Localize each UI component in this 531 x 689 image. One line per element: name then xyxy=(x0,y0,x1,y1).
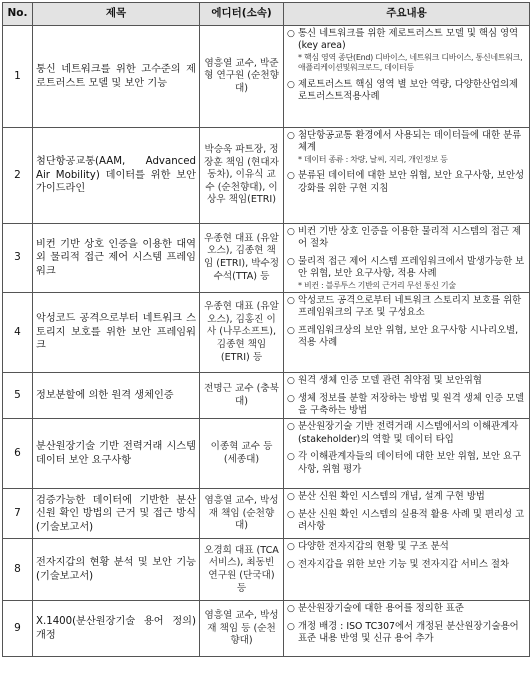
circle-bullet-icon: ○ xyxy=(287,325,295,336)
row-editor: 염흥열 교수, 박성재 책임 (순천향대) xyxy=(200,489,284,539)
row-editor: 이종혁 교수 등 (세종대) xyxy=(200,419,284,489)
circle-bullet-icon: ○ xyxy=(287,376,295,387)
header-no: No. xyxy=(3,3,33,26)
bullet-text: 분산 신원 확인 시스템의 개념, 설계 구현 방법 xyxy=(298,491,485,503)
row-editor: 박승욱 파트장, 정장훈 책임 (현대자동차), 이유식 교수 (순천향대), 이상우 책임(ETRI) xyxy=(200,128,284,224)
circle-bullet-icon: ○ xyxy=(287,560,295,571)
content-bullet xyxy=(287,375,526,388)
bullet-text: 첨단항공교통 환경에서 사용되는 데이터들에 대한 분류 체계 xyxy=(298,130,522,154)
row-content xyxy=(284,489,530,539)
content-bullet xyxy=(287,541,526,554)
row-editor: 오경희 대표 (TCA서비스), 최동빈 연구원 (단국대) 등 xyxy=(200,539,284,601)
row-number: 7 xyxy=(3,489,33,539)
circle-bullet-icon: ○ xyxy=(287,422,295,433)
content-bullet xyxy=(287,509,526,534)
row-title: X.1400(분산원장기술 용어 정의) 개정 xyxy=(33,601,200,657)
content-bullet xyxy=(287,130,526,155)
table-row xyxy=(3,539,530,601)
content-bullet xyxy=(287,603,526,616)
circle-bullet-icon: ○ xyxy=(287,452,295,463)
bullet-text: 통신 네트워크를 위한 제로트러스트 모델 및 핵심 영역(key area) xyxy=(298,28,519,52)
bullet-text: 분산원장기술에 대한 용어를 정의한 표준 xyxy=(298,603,464,615)
bullet-text: 분류된 데이터에 대한 보안 위협, 보안 요구사항, 보안성 강화를 위한 구현 지침 xyxy=(298,170,525,194)
bullet-note: * 비컨 : 블루투스 기반의 근거리 무선 통신 기술 xyxy=(298,280,456,290)
content-bullet xyxy=(287,491,526,504)
circle-bullet-icon: ○ xyxy=(287,296,295,307)
project-table xyxy=(2,2,530,657)
circle-bullet-icon: ○ xyxy=(287,604,295,615)
circle-bullet-icon: ○ xyxy=(287,171,295,182)
row-number: 4 xyxy=(3,293,33,373)
bullet-text: 제로트러스트 핵심 영역 별 보안 역량, 다양한산업의제로트러스트적용사례 xyxy=(298,78,519,102)
row-editor: 우종현 대표 (유알오스), 김홍진 이사 (나무소프트), 김종현 책임(ETRI) 등 xyxy=(200,293,284,373)
row-content xyxy=(284,419,530,489)
row-title: 분산원장기술 기반 전력거래 시스템 데이터 보안 요구사항 xyxy=(33,419,200,489)
table-row xyxy=(3,128,530,224)
bullet-text: 물리적 접근 제어 시스템 프레임워크에서 발생가능한 보안 위협, 보안 요구사항, 적용 사례 xyxy=(298,255,525,280)
content-bullet xyxy=(287,559,526,572)
row-number: 9 xyxy=(3,601,33,657)
circle-bullet-icon: ○ xyxy=(287,622,295,633)
circle-bullet-icon: ○ xyxy=(287,542,295,553)
table-row xyxy=(3,26,530,128)
bullet-text: 각 이해관계자들의 데이터에 대한 보안 위협, 보안 요구사항, 위협 평가 xyxy=(298,451,522,475)
table-row xyxy=(3,419,530,489)
row-content xyxy=(284,26,530,128)
row-editor: 염흥열 교수, 박준형 연구원 (순천향대) xyxy=(200,26,284,128)
bullet-text: 분산 신원 확인 시스템의 실용적 활용 사례 및 편리성 고려사항 xyxy=(298,509,525,533)
circle-bullet-icon: ○ xyxy=(287,227,295,237)
content-bullet xyxy=(287,226,526,251)
row-title: 첨단항공교통(AAM, Advanced Air Mobility) 데이터를 위한 보안 가이드라인 xyxy=(33,128,200,224)
circle-bullet-icon: ○ xyxy=(287,256,295,267)
row-title: 비컨 기반 상호 인증을 이용한 대역 외 물리적 접근 제어 시스템 프레임워크 xyxy=(33,224,200,293)
bullet-note: * 데이터 종류 : 차량, 날씨, 지리, 개인정보 등 xyxy=(298,154,448,164)
row-number: 2 xyxy=(3,128,33,224)
row-title: 검증가능한 데이터에 기반한 분산 신원 확인 방법의 근거 및 접근 방식(기술보고서) xyxy=(33,489,200,539)
bullet-note: * 핵심 영역 종단(End) 디바이스, 네트워크 디바이스, 통신네트워크, 애플리케이션및워크로드, 데이터등 xyxy=(298,52,523,73)
row-number: 1 xyxy=(3,26,33,128)
table-row xyxy=(3,601,530,657)
table-row xyxy=(3,373,530,419)
circle-bullet-icon: ○ xyxy=(287,79,295,90)
circle-bullet-icon: ○ xyxy=(287,131,295,141)
row-title: 통신 네트워크를 위한 고수준의 제로트러스트 모델 및 보안 기능 xyxy=(33,26,200,128)
row-title: 전자지갑의 현황 분석 및 보안 기능(기술보고서) xyxy=(33,539,200,601)
bullet-text: 개정 배경 : ISO TC307에서 개정된 분산원장기술용어 표준 내용 반영 및 신규 용어 추가 xyxy=(298,621,519,645)
row-content xyxy=(284,373,530,419)
bullet-text: 원격 생체 인증 모델 관련 취약점 및 보안위협 xyxy=(298,375,482,387)
content-bullet xyxy=(287,295,526,320)
content-bullet xyxy=(287,451,526,476)
row-editor: 염흥열 교수, 박성재 책임 등 (순천향대) xyxy=(200,601,284,657)
bullet-text: 프레임워크상의 보안 위협, 보안 요구사항 시나리오별, 적용 사례 xyxy=(298,324,519,349)
content-bullet xyxy=(287,621,526,646)
row-number: 8 xyxy=(3,539,33,601)
row-content xyxy=(284,293,530,373)
table-row xyxy=(3,224,530,293)
circle-bullet-icon: ○ xyxy=(287,29,295,39)
header-title: 제목 xyxy=(33,3,200,26)
row-number: 6 xyxy=(3,419,33,489)
bullet-text: 비컨 기반 상호 인증을 이용한 물리적 시스템의 접근 제어 절차 xyxy=(298,226,522,250)
row-content xyxy=(284,224,530,293)
bullet-text: 다양한 전자지갑의 현황 및 구조 분석 xyxy=(298,541,449,553)
row-content xyxy=(284,128,530,224)
row-title: 악성코드 공격으로부터 네트워크 스토리지 보호를 위한 보안 프레임워크 xyxy=(33,293,200,373)
bullet-text: 악성코드 공격으로부터 네트워크 스토리지 보호를 위한 프레임워크의 구조 및 구성요소 xyxy=(298,295,522,319)
circle-bullet-icon: ○ xyxy=(287,492,295,503)
bullet-text: 전자지갑을 위한 보안 기능 및 전자지갑 서비스 절차 xyxy=(298,559,510,571)
content-bullet xyxy=(287,256,526,281)
header-row xyxy=(3,3,530,26)
row-content xyxy=(284,601,530,657)
row-editor: 전명근 교수 (충북대) xyxy=(200,373,284,419)
bullet-text: 분산원장기술 기반 전력거래 시스템에서의 이해관계자(stakeholder)의 역할 및 데이터 타입 xyxy=(298,421,519,445)
content-bullet xyxy=(287,79,526,104)
table-row xyxy=(3,489,530,539)
row-title: 정보분할에 의한 원격 생체인증 xyxy=(33,373,200,419)
content-bullet xyxy=(287,393,526,418)
content-bullet xyxy=(287,325,526,350)
header-editor: 에디터(소속) xyxy=(200,3,284,26)
row-editor: 우종현 대표 (유알오스), 김종현 책임 (ETRI), 박수정 수석(TTA) 등 xyxy=(200,224,284,293)
table-body xyxy=(3,26,530,657)
table-row xyxy=(3,293,530,373)
row-number: 3 xyxy=(3,224,33,293)
bullet-text: 생체 정보를 분할 저장하는 방법 및 원격 생체 인증 모델을 구축하는 방법 xyxy=(298,392,525,417)
row-number: 5 xyxy=(3,373,33,419)
content-bullet xyxy=(287,28,526,53)
row-content xyxy=(284,539,530,601)
circle-bullet-icon: ○ xyxy=(287,510,295,521)
header-content: 주요내용 xyxy=(284,3,530,26)
circle-bullet-icon: ○ xyxy=(287,393,295,404)
content-bullet xyxy=(287,421,526,446)
content-bullet xyxy=(287,170,526,195)
